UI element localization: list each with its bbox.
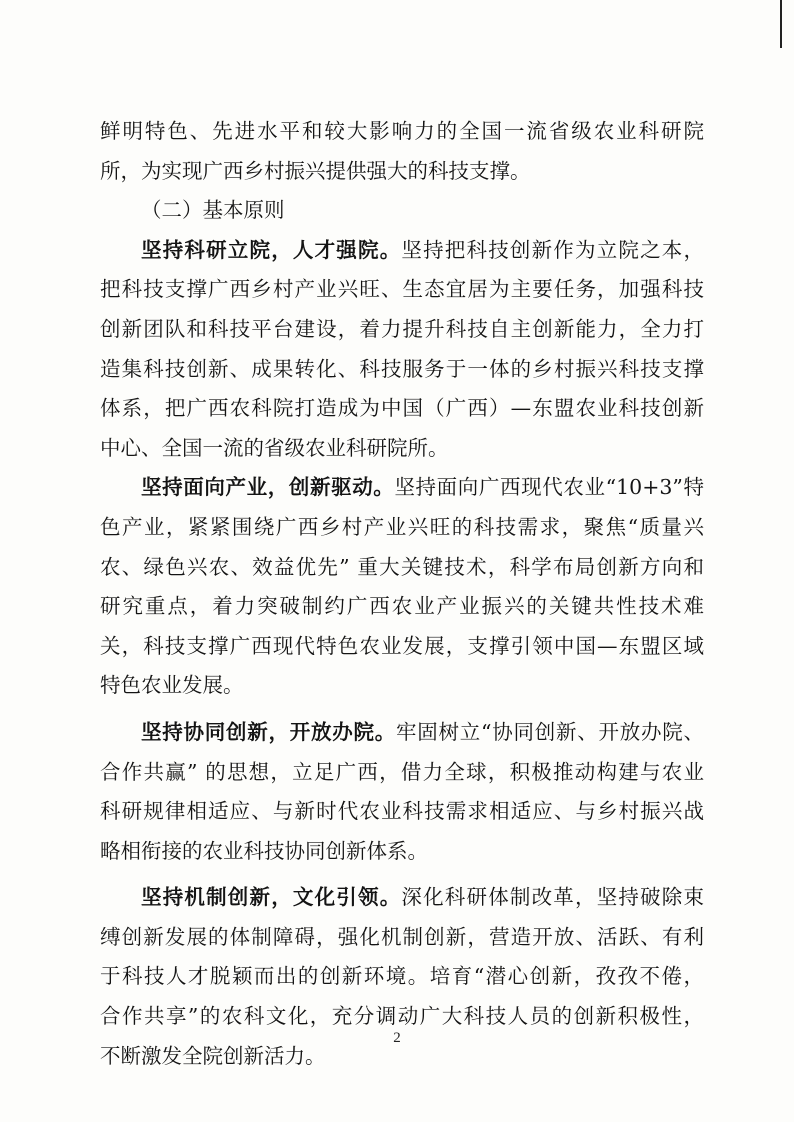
text-line: 科研规律相适应、与新时代农业科技需求相适应、与乡村振兴战 (100, 799, 704, 824)
principle-1-title: 坚持科研立院，人才强院。 (141, 237, 402, 262)
principle-4-title: 坚持机制创新，文化引领。 (141, 885, 402, 910)
principle-1-first-line (100, 231, 704, 271)
principle-2-title: 坚持面向产业，创新驱动。 (141, 475, 395, 500)
text-line: 中心、全国一流的省级农业科研院所。 (100, 435, 449, 460)
scan-edge-line (780, 0, 782, 48)
text-line: 略相衔接的农业科技协同创新体系。 (100, 838, 428, 863)
principle-2-first-line (100, 468, 704, 508)
text-line: 合作共赢” 的思想，立足广西，借力全球，积极推动构建与农业 (100, 759, 704, 784)
text-line: 研究重点，着力突破制约广西农业产业振兴的关键共性技术难 (100, 594, 704, 619)
principle-3-first-line (100, 713, 704, 753)
principle-1-lead: 坚持把科技创新作为立院之本， (401, 237, 705, 262)
text-line: 特色农业发展。 (100, 673, 244, 698)
principle-3-title: 坚持协同创新，开放办院。 (141, 719, 397, 744)
text-line: 色产业，紧紧围绕广西乡村产业兴旺的科技需求，聚焦“质量兴 (100, 514, 704, 539)
text-line: 鲜明特色、先进水平和较大影响力的全国一流省级农业科研院 (100, 119, 704, 143)
text-line: 创新团队和科技平台建设，着力提升科技自主创新能力，全力打 (100, 316, 704, 341)
text-line: 体系，把广西农科院打造成为中国（广西）—东盟农业科技创新 (100, 396, 704, 421)
principle-2-lead: 坚持面向广西现代农业“10+3”特 (394, 475, 705, 500)
principle-3-lead: 牢固树立“协同创新、开放办院、 (396, 719, 705, 744)
text-line: 不断激发全院创新活力。 (100, 1043, 326, 1068)
section-heading: （二）基本原则 (141, 198, 285, 223)
page-number: 2 (393, 1030, 401, 1046)
text-line: 所，为实现广西乡村振兴提供强大的科技支撑。 (100, 158, 531, 183)
text-line: 关，科技支撑广西现代特色农业发展，支撑引领中国—东盟区域 (100, 633, 704, 658)
text-line: 于科技人才脱颖而出的创新环境。培育“潜心创新，孜孜不倦， (100, 964, 704, 989)
text-line: 造集科技创新、成果转化、科技服务于一体的乡村振兴科技支撑 (100, 356, 704, 381)
principle-4-first-line (100, 878, 704, 918)
text-line: 农、绿色兴农、效益优先” 重大关键技术，科学布局创新方向和 (100, 554, 704, 579)
text-line: 把科技支撑广西乡村产业兴旺、生态宜居为主要任务，加强科技 (100, 277, 704, 302)
principle-4-lead: 深化科研体制改革，坚持破除束 (401, 885, 705, 910)
text-line: 缚创新发展的体制障碍，强化机制创新，营造开放、活跃、有利 (100, 924, 704, 949)
text-line: 合作共享”的农科文化，充分调动广大科技人员的创新积极性， (100, 1004, 704, 1029)
document-body (100, 112, 704, 1076)
